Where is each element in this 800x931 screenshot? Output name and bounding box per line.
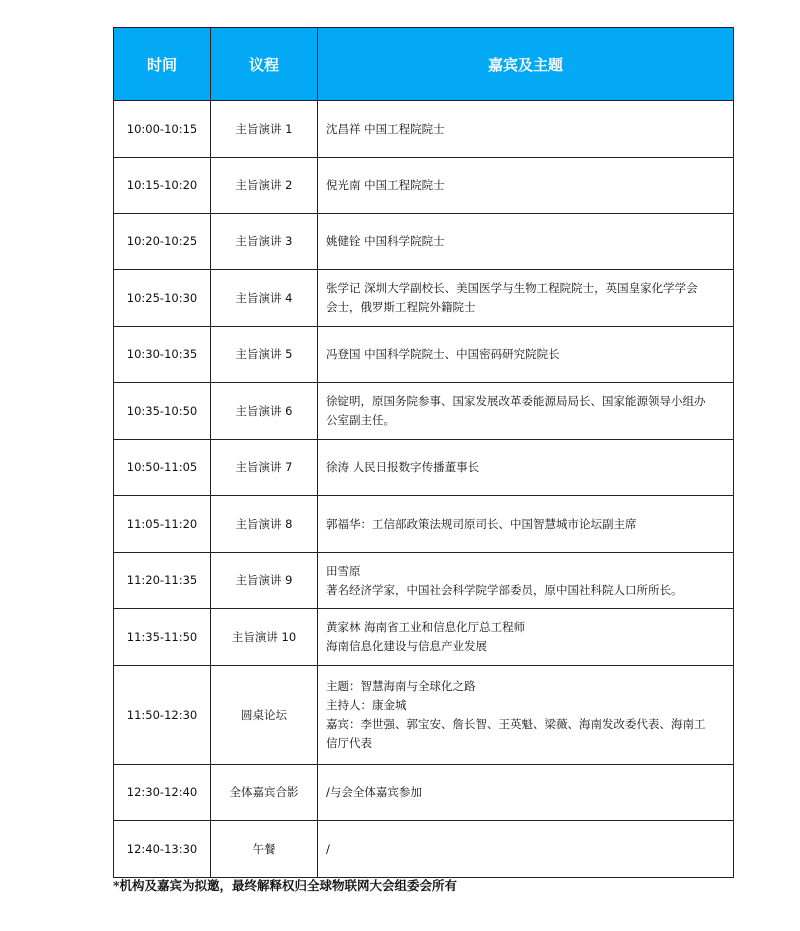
guest-line: 倪光南 中国工程院院士 bbox=[326, 178, 445, 192]
guest-cell bbox=[318, 214, 734, 270]
guest-line: 张学记 深圳大学副校长、美国医学与生物工程院院士，英国皇家化学学会 bbox=[326, 281, 698, 295]
guest-cell bbox=[318, 383, 734, 440]
guest-line: 会士，俄罗斯工程院外籍院士 bbox=[326, 300, 476, 314]
guest-line: 海南信息化建设与信息产业发展 bbox=[326, 639, 487, 653]
table-row bbox=[114, 765, 734, 821]
time-cell: 11:20-11:35 bbox=[114, 553, 211, 609]
table-row bbox=[114, 270, 734, 327]
agenda-item-cell: 主旨演讲 1 bbox=[211, 101, 318, 158]
guest-line: 黄家林 海南省工业和信息化厅总工程师 bbox=[326, 620, 526, 634]
guest-line: 徐锭明，原国务院参事、国家发展改革委能源局局长、国家能源领导小组办 bbox=[326, 394, 706, 408]
agenda-item-cell: 主旨演讲 7 bbox=[211, 440, 318, 496]
agenda-item-cell: 主旨演讲 2 bbox=[211, 158, 318, 214]
agenda-item-cell: 午餐 bbox=[211, 821, 318, 878]
table-row bbox=[114, 666, 734, 765]
time-cell: 11:50-12:30 bbox=[114, 666, 211, 765]
time-cell: 10:20-10:25 bbox=[114, 214, 211, 270]
table-row bbox=[114, 214, 734, 270]
guest-cell bbox=[318, 158, 734, 214]
guest-line: 郭福华：工信部政策法规司原司长、中国智慧城市论坛副主席 bbox=[326, 516, 637, 531]
table-row bbox=[114, 821, 734, 878]
agenda-item-cell: 主旨演讲 9 bbox=[211, 553, 318, 609]
guest-cell bbox=[318, 270, 734, 327]
time-cell: 10:00-10:15 bbox=[114, 101, 211, 158]
header-guests: 嘉宾及主题 bbox=[318, 28, 734, 101]
guest-line: 公室副主任。 bbox=[326, 413, 395, 427]
guest-line: / bbox=[326, 841, 330, 856]
guest-line: 信厅代表 bbox=[326, 736, 372, 750]
guest-cell bbox=[318, 765, 734, 821]
header-agenda: 议程 bbox=[211, 28, 318, 101]
agenda-item-cell: 主旨演讲 5 bbox=[211, 327, 318, 383]
time-cell: 10:50-11:05 bbox=[114, 440, 211, 496]
agenda-body bbox=[114, 101, 734, 878]
guest-line: 沈昌祥 中国工程院院士 bbox=[326, 121, 445, 136]
table-row bbox=[114, 101, 734, 158]
table-row bbox=[114, 553, 734, 609]
guest-cell bbox=[318, 666, 734, 765]
time-cell: 10:25-10:30 bbox=[114, 270, 211, 327]
time-cell: 11:05-11:20 bbox=[114, 496, 211, 553]
footnote: *机构及嘉宾为拟邀，最终解释权归全球物联网大会组委会所有 bbox=[113, 878, 458, 893]
guest-cell bbox=[318, 327, 734, 383]
guest-cell bbox=[318, 821, 734, 878]
guest-line: 主持人：康金城 bbox=[326, 698, 407, 712]
guest-cell bbox=[318, 440, 734, 496]
time-cell: 12:40-13:30 bbox=[114, 821, 211, 878]
time-cell: 10:35-10:50 bbox=[114, 383, 211, 440]
table-row bbox=[114, 609, 734, 666]
time-cell: 10:30-10:35 bbox=[114, 327, 211, 383]
agenda-table bbox=[113, 27, 734, 878]
guest-cell bbox=[318, 101, 734, 158]
guest-line: 田雪原 bbox=[326, 563, 361, 578]
guest-line: 主题：智慧海南与全球化之路 bbox=[326, 679, 476, 693]
guest-line: 徐涛 人民日报数字传播董事长 bbox=[326, 460, 480, 474]
agenda-item-cell: 主旨演讲 8 bbox=[211, 496, 318, 553]
agenda-item-cell: 全体嘉宾合影 bbox=[211, 765, 318, 821]
guest-line: /与会全体嘉宾参加 bbox=[326, 785, 422, 799]
time-cell: 10:15-10:20 bbox=[114, 158, 211, 214]
agenda-item-cell: 圆桌论坛 bbox=[211, 666, 318, 765]
guest-cell bbox=[318, 553, 734, 609]
header-time: 时间 bbox=[114, 28, 211, 101]
table-row bbox=[114, 327, 734, 383]
guest-cell bbox=[318, 609, 734, 666]
guest-line: 嘉宾：李世强、郭宝安、詹长智、王英魁、梁薇、海南发改委代表、海南工 bbox=[326, 717, 706, 731]
agenda-item-cell: 主旨演讲 10 bbox=[211, 609, 318, 666]
time-cell: 12:30-12:40 bbox=[114, 765, 211, 821]
time-cell: 11:35-11:50 bbox=[114, 609, 211, 666]
guest-cell bbox=[318, 496, 734, 553]
guest-line: 著名经济学家，中国社会科学院学部委员，原中国社科院人口所所长。 bbox=[326, 582, 683, 597]
agenda-item-cell: 主旨演讲 3 bbox=[211, 214, 318, 270]
header-row bbox=[114, 28, 734, 101]
agenda-item-cell: 主旨演讲 6 bbox=[211, 383, 318, 440]
table-row bbox=[114, 158, 734, 214]
table-row bbox=[114, 440, 734, 496]
table-row bbox=[114, 383, 734, 440]
guest-line: 姚健铨 中国科学院院士 bbox=[326, 234, 445, 248]
table-row bbox=[114, 496, 734, 553]
agenda-item-cell: 主旨演讲 4 bbox=[211, 270, 318, 327]
guest-line: 冯登国 中国科学院院士、中国密码研究院院长 bbox=[326, 347, 560, 361]
